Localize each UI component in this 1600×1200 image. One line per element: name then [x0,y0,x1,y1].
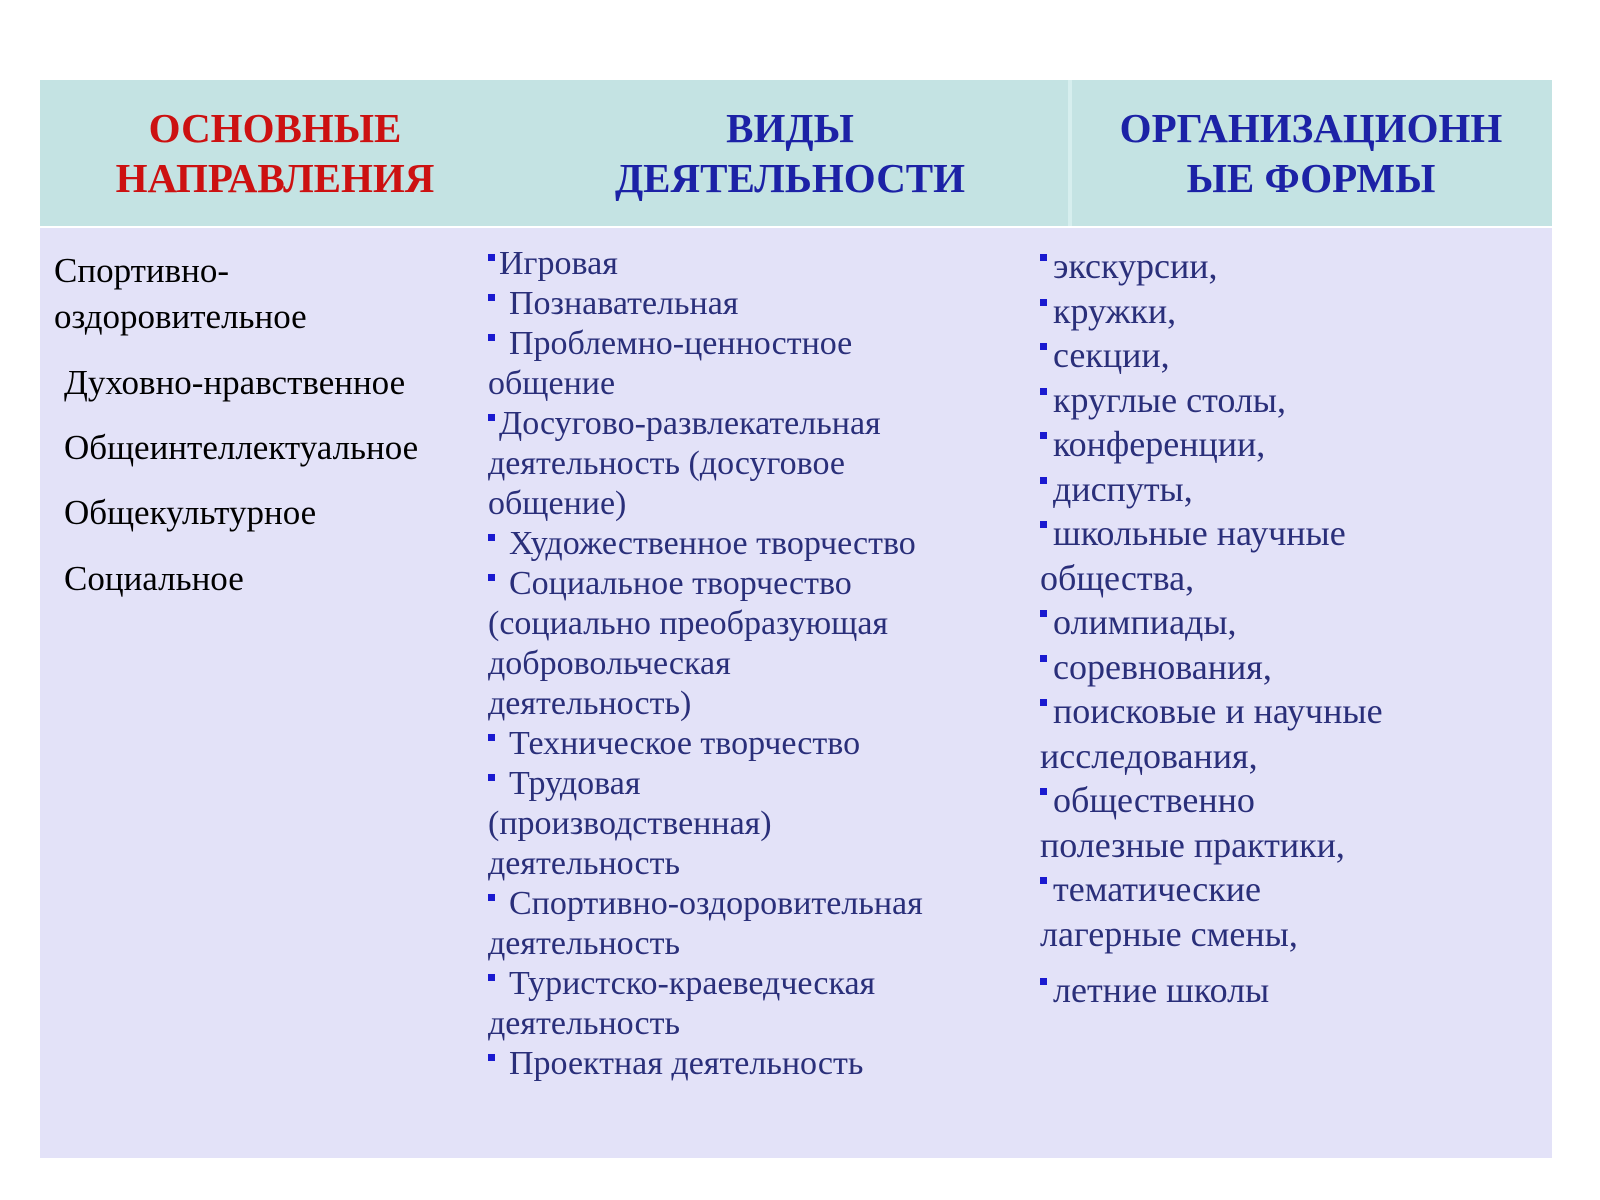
bullet-square-icon [488,534,495,541]
activity-item [488,244,1028,284]
form-text: экскурсии, [1053,246,1218,286]
form-text: секции, [1053,335,1170,375]
activity-text: Проектная деятельность [509,1045,864,1082]
bullet-square-icon [1040,388,1047,395]
activities-list [488,244,1028,1084]
direction-item: Общеинтеллектуальное [64,428,419,467]
form-text: общественно полезные практики, [1040,780,1345,865]
bullet-square-icon [1040,877,1047,884]
bullet-square-icon [488,734,495,741]
activity-text: Социальное творчество (социально преобразующая добровольческая деятельность) [488,565,889,722]
bullet-square-icon [488,774,495,781]
activity-item [488,404,1028,524]
direction-item: Спортивно- оздоровительное [54,251,307,336]
header-organizational-forms [1070,80,1552,226]
form-item [1040,378,1500,423]
form-item [1040,511,1500,600]
header-activity-types-text: ВИДЫ ДЕЯТЕЛЬНОСТИ [614,105,966,201]
form-text: кружки, [1053,290,1177,331]
bullet-square-icon [488,1054,495,1061]
bullet-square-icon [1040,254,1047,261]
direction-item: Духовно-нравственное [64,363,406,402]
activity-item [488,564,1028,724]
table-header-row [40,80,1552,228]
bullet-square-icon [1040,477,1047,484]
activity-text: Познавательная [509,285,739,322]
form-text: летние школы [1053,970,1270,1010]
form-text: соревнования, [1053,646,1272,687]
bullet-square-icon [1040,343,1047,350]
activity-item [488,524,1028,564]
activity-text: Туристско-краеведческая деятельность [488,965,876,1042]
activity-text: Игровая [499,245,618,282]
bullet-square-icon [1040,788,1047,795]
form-item [1040,645,1500,690]
bullet-square-icon [1040,521,1047,528]
form-text: диспуты, [1053,468,1193,509]
form-item [1040,422,1500,467]
form-item [1040,689,1500,778]
activity-item [488,284,1028,324]
header-main-directions-text: ОСНОВНЫЕ НАПРАВЛЕНИЯ [115,105,435,201]
form-item [1040,867,1500,956]
form-text: конференции, [1053,424,1266,464]
header-main-directions [40,80,510,226]
activity-item [488,964,1028,1044]
form-text: школьные научные общества, [1040,513,1346,598]
activity-item [488,764,1028,884]
bullet-square-icon [1040,699,1047,706]
activity-text: Спортивно-оздоровительная деятельность [488,885,923,962]
bullet-square-icon [488,334,495,341]
bullet-square-icon [488,254,495,261]
activity-item [488,724,1028,764]
activity-text: Досугово-развлекательная деятельность (досуговое общение) [488,405,881,522]
activity-text: Трудовая (производственная) деятельность [488,765,772,882]
bullet-square-icon [488,294,495,301]
form-item [1040,467,1500,512]
activity-item [488,324,1028,404]
header-activity-types [510,80,1070,226]
activity-item [488,884,1028,964]
bullet-square-icon [1040,655,1047,662]
form-text: олимпиады, [1053,602,1237,642]
form-item [1040,289,1500,334]
bullet-square-icon [488,894,495,901]
direction-item: Общекультурное [64,493,317,532]
form-text: поисковые и научные исследования, [1040,691,1383,776]
forms-list [1040,244,1500,1013]
form-item [1040,778,1500,867]
activity-item [488,1044,1028,1084]
form-item [1040,600,1500,645]
form-item [1040,968,1500,1013]
form-item [1040,244,1500,289]
activity-text: Художественное творчество [509,525,916,562]
form-text: тематические лагерные смены, [1040,869,1298,954]
header-organizational-forms-text: ОРГАНИЗАЦИОНН ЫЕ ФОРМЫ [1119,105,1503,201]
bullet-square-icon [488,414,495,421]
form-text: круглые столы, [1053,379,1286,420]
bullet-square-icon [1040,299,1047,306]
bullet-square-icon [1040,978,1047,985]
bullet-square-icon [488,574,495,581]
bullet-square-icon [1040,610,1047,617]
bullet-square-icon [488,974,495,981]
activity-text: Проблемно-ценностное общение [488,325,853,402]
activity-text: Техническое творчество [509,725,861,762]
direction-item: Социальное [64,559,244,598]
form-item [1040,333,1500,378]
bullet-square-icon [1040,432,1047,439]
